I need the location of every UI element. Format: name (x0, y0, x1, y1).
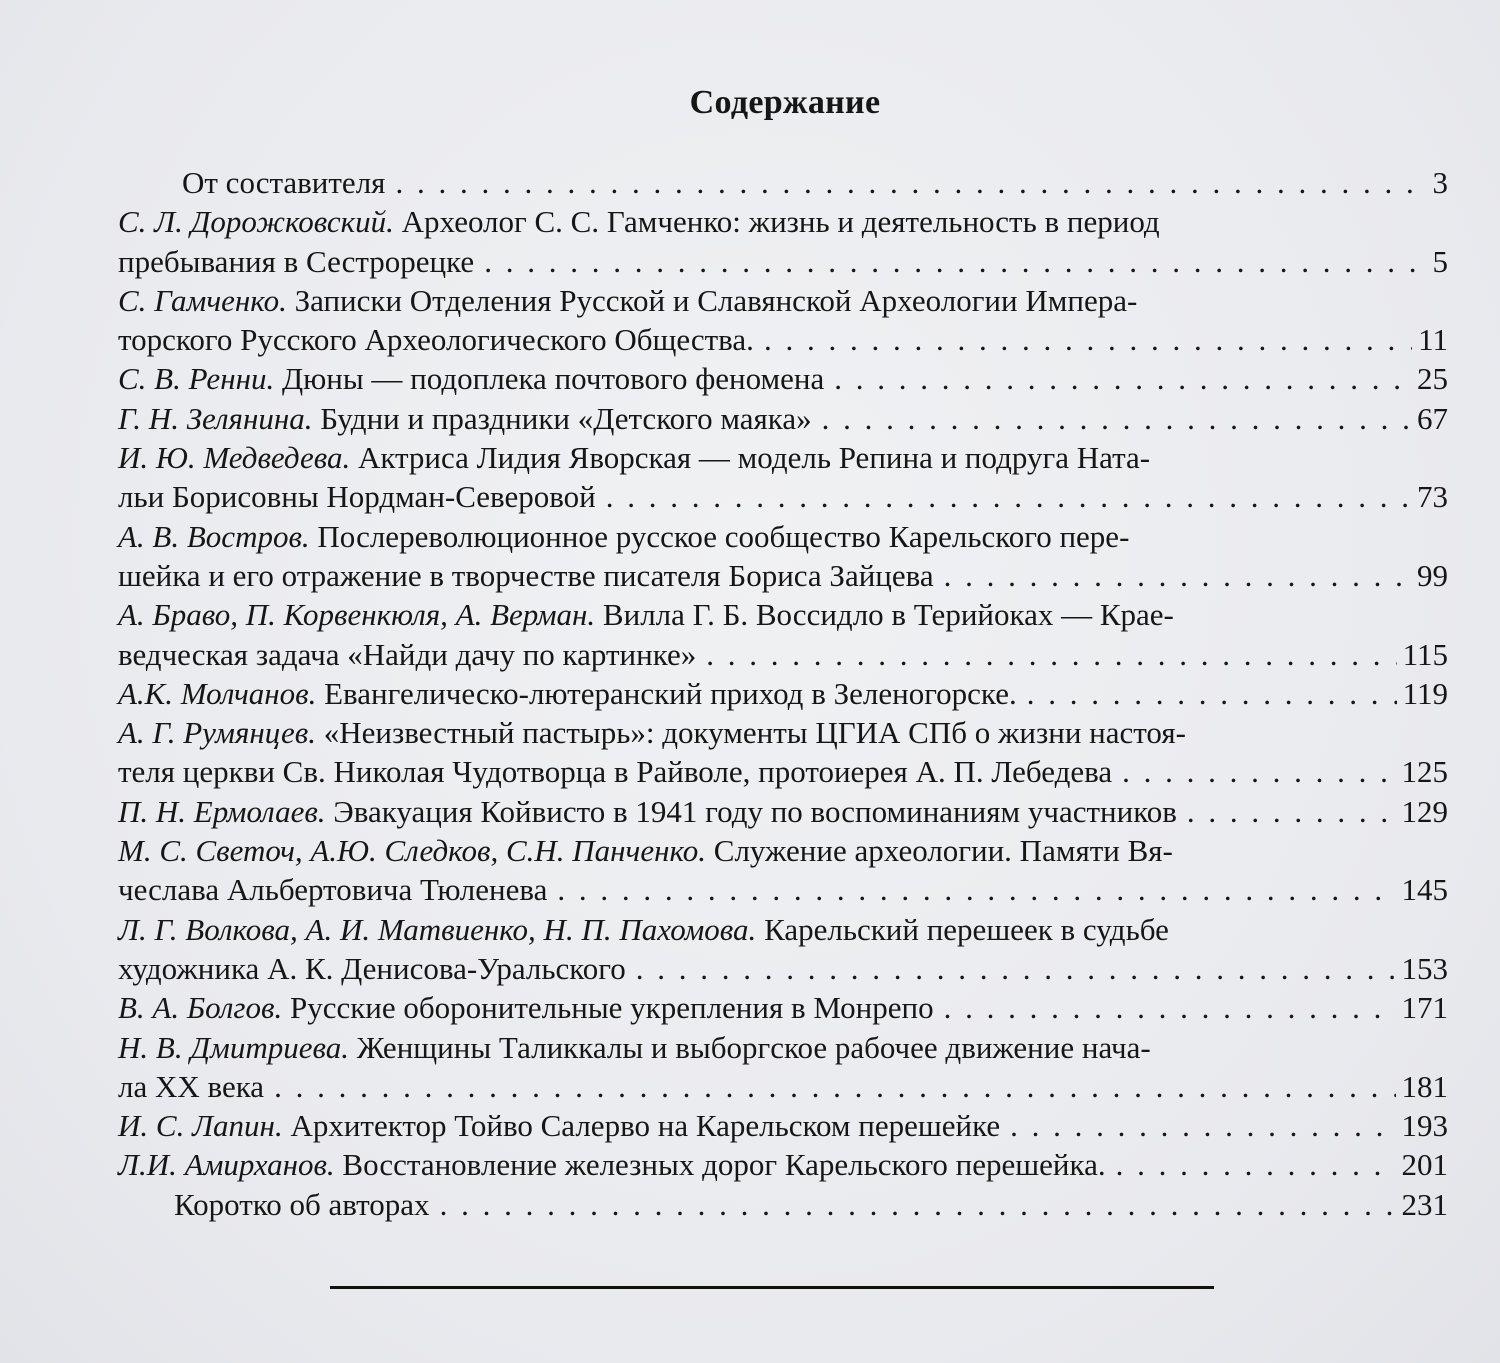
toc-entry-author: П. Н. Ермолаев. (118, 793, 326, 829)
toc-entry-line (118, 202, 1448, 241)
toc-page-number: 145 (1401, 872, 1448, 908)
toc-entry (118, 674, 1448, 713)
toc-entry-text (118, 715, 1186, 750)
toc-entry-line (118, 1067, 1448, 1106)
toc-entry-title: Карельский перешеек в судьбе (764, 911, 1169, 947)
page-title: Содержание (689, 84, 881, 121)
toc-entry-author: С. В. Ренни. (118, 361, 275, 397)
toc-entry-text (118, 752, 1112, 791)
toc-entry-line (118, 477, 1448, 516)
dot-leader (1122, 752, 1395, 791)
toc-entry (118, 438, 1448, 517)
toc-entry-text (118, 792, 1177, 831)
toc-entry-text (118, 1067, 264, 1106)
dot-leader (1027, 674, 1397, 713)
toc-entry-line (118, 595, 1448, 634)
toc-entry-line (118, 1106, 1448, 1145)
toc-entry-text (118, 204, 1160, 239)
toc-entry-title: «Неизвестный пастырь»: документы ЦГИА СПб о жизни настоя- (323, 715, 1186, 751)
toc-entry-line (118, 438, 1448, 477)
toc-page-number: 153 (1401, 950, 1448, 986)
toc-entry (118, 1106, 1448, 1145)
toc-entry-line (118, 320, 1448, 359)
toc-page-number: 73 (1417, 479, 1448, 515)
dot-leader (1116, 1145, 1396, 1184)
dot-leader (440, 1185, 1396, 1224)
toc-page-number: 125 (1401, 754, 1448, 790)
toc-entry (118, 163, 1448, 202)
table-of-contents (118, 163, 1448, 1224)
toc-entry-title: Служение археологии. Памяти Вя- (713, 833, 1173, 869)
toc-entry (118, 202, 1448, 281)
toc-entry-text (118, 912, 1169, 947)
toc-entry-line (118, 752, 1448, 791)
toc-page-number: 201 (1401, 1147, 1448, 1183)
dot-leader (764, 320, 1412, 359)
toc-entry-text (182, 163, 385, 202)
toc-page-number: 25 (1417, 361, 1448, 397)
toc-entry-text (118, 359, 824, 398)
dot-leader (1010, 1106, 1395, 1145)
toc-entry-line (118, 713, 1448, 752)
toc-entry-title: От составителя (182, 165, 386, 200)
toc-entry-title: Евангелическо-лютеранский приход в Зеленогорске. (324, 675, 1017, 711)
dot-leader (395, 163, 1426, 202)
toc-entry (118, 595, 1448, 674)
toc-entry (118, 831, 1448, 910)
toc-entry-title: торского Русского Археологического Общества. (118, 322, 754, 358)
toc-entry-author: В. А. Болгов. (118, 990, 283, 1026)
toc-entry-author: Г. Н. Зелянина. (118, 400, 313, 436)
toc-entry-author: А. Браво, П. Корвенкюля, А. Верман. (118, 597, 596, 633)
toc-entry-title: теля церкви Св. Николая Чудотворца в Райволе, протоиерея А. П. Лебедева (118, 754, 1113, 790)
toc-entry-line (118, 242, 1448, 281)
toc-entry (118, 988, 1448, 1027)
toc-entry (118, 713, 1448, 792)
toc-entry-text (118, 440, 1150, 475)
toc-page-number: 99 (1417, 557, 1448, 593)
toc-entry-title: Дюны — подоплека почтового феномена (281, 361, 825, 397)
toc-page-number: 119 (1402, 675, 1448, 711)
toc-page-number: 129 (1401, 793, 1448, 829)
toc-entry-title: Коротко об авторах (174, 1186, 430, 1222)
toc-entry-line (118, 399, 1448, 438)
toc-entry-line (118, 910, 1448, 949)
toc-entry-title: Записки Отделения Русской и Славянской Археологии Импера- (294, 282, 1138, 318)
toc-entry-author: А. В. Востров. (118, 518, 310, 554)
toc-entry-author: Н. В. Дмитриева. (118, 1029, 349, 1065)
toc-entry-line (118, 988, 1448, 1027)
toc-entry-line (118, 517, 1448, 556)
toc-entry-title: Русские оборонительные укрепления в Монрепо (289, 990, 934, 1026)
toc-entry-title: пребывания в Сестрорецке (118, 243, 475, 279)
toc-page-number: 193 (1401, 1108, 1448, 1144)
dot-leader (274, 1067, 1395, 1106)
toc-entry-title: ведческая задача «Найди дачу по картинке» (118, 636, 697, 672)
toc-entry-line (118, 674, 1448, 713)
dot-leader (944, 988, 1396, 1027)
toc-entry-line (118, 949, 1448, 988)
dot-leader (1187, 792, 1396, 831)
toc-entry (118, 281, 1448, 360)
toc-entry-title: Археолог С. С. Гамченко: жизнь и деятельность в период (401, 204, 1160, 240)
toc-entry-text (118, 242, 474, 281)
toc-entry-line (118, 792, 1448, 831)
toc-page-number: 171 (1401, 990, 1448, 1026)
toc-entry-title: шейка и его отражение в творчестве писателя Бориса Зайцева (118, 557, 934, 593)
dot-leader (822, 399, 1411, 438)
toc-entry-text (118, 1145, 1106, 1184)
dot-leader (606, 477, 1411, 516)
toc-entry-title: Актриса Лидия Яворская — модель Репина и подруга Ната- (357, 440, 1151, 476)
toc-entry-text (118, 283, 1137, 318)
toc-entry-title: льи Борисовны Нордман-Северовой (118, 479, 596, 515)
toc-entry-line (118, 1028, 1448, 1067)
dot-leader (706, 635, 1396, 674)
toc-entry-line (118, 831, 1448, 870)
toc-entry-text (118, 399, 812, 438)
toc-entry-title: Архитектор Тойво Салерво на Карельском перешейке (290, 1108, 1001, 1144)
toc-entry (118, 792, 1448, 831)
toc-entry-text (118, 1030, 1151, 1065)
toc-entry-text (118, 635, 696, 674)
toc-entry-text (118, 477, 596, 516)
toc-entry-text (118, 519, 1129, 554)
toc-entry-author: А. Г. Румянцев. (118, 715, 316, 751)
toc-entry (118, 517, 1448, 596)
toc-entry-line (118, 1145, 1448, 1184)
toc-entry-title: Будни и праздники «Детского маяка» (320, 400, 812, 436)
toc-entry-text (118, 988, 934, 1027)
toc-entry-text (174, 1185, 430, 1224)
toc-entry-title: Женщины Таликкалы и выборгское рабочее движение нача- (356, 1029, 1151, 1065)
toc-entry-title: художника А. К. Денисова-Уральского (118, 950, 626, 986)
toc-entry-line (118, 556, 1448, 595)
toc-page-number: 11 (1418, 322, 1448, 358)
toc-entry-author: Л.И. Амирханов. (118, 1147, 335, 1183)
toc-entry-title: Вилла Г. Б. Воссидло в Терийоках — Крае- (602, 597, 1174, 633)
toc-entry-title: чеслава Альбертовича Тюленева (118, 872, 548, 908)
dot-leader (834, 359, 1411, 398)
dot-leader (484, 242, 1426, 281)
dot-leader (557, 870, 1395, 909)
dot-leader (944, 556, 1411, 595)
toc-entry-line (118, 281, 1448, 320)
toc-entry-line (118, 359, 1448, 398)
toc-entry-text (118, 833, 1173, 868)
toc-entry-author: С. Гамченко. (118, 282, 287, 318)
toc-entry-author: А.К. Молчанов. (118, 675, 317, 711)
toc-entry-line (118, 1185, 1448, 1224)
toc-entry-line (118, 163, 1448, 202)
toc-entry-line (118, 635, 1448, 674)
toc-entry (118, 1145, 1448, 1184)
toc-page-number: 115 (1402, 636, 1448, 672)
toc-page-number: 3 (1432, 165, 1448, 200)
toc-entry-title: Восстановление железных дорог Карельского перешейка. (342, 1147, 1106, 1183)
toc-entry-author: И. Ю. Медведева. (118, 440, 351, 476)
toc-entry-text (118, 1106, 1000, 1145)
toc-entry-author: И. С. Лапин. (118, 1108, 283, 1144)
toc-entry (118, 359, 1448, 398)
toc-entry-text (118, 320, 754, 359)
toc-entry (118, 1028, 1448, 1107)
toc-entry (118, 399, 1448, 438)
toc-page-number: 67 (1417, 400, 1448, 436)
toc-entry (118, 1185, 1448, 1224)
toc-entry-text (118, 870, 547, 909)
toc-entry-author: М. С. Светоч, А.Ю. Следков, С.Н. Панченко. (118, 833, 707, 869)
bottom-rule-divider (330, 1286, 1214, 1289)
toc-page-number: 231 (1401, 1186, 1448, 1222)
dot-leader (636, 949, 1396, 988)
toc-entry (118, 910, 1448, 989)
toc-entry-author: Л. Г. Волкова, А. И. Матвиенко, Н. П. Пахомова. (118, 911, 757, 947)
toc-entry-line (118, 870, 1448, 909)
toc-entry-title: Послереволюционное русское сообщество Карельского пере- (317, 518, 1130, 554)
toc-entry-title: Эвакуация Койвисто в 1941 году по воспоминаниям участников (333, 793, 1177, 829)
toc-entry-text (118, 556, 934, 595)
toc-entry-text (118, 949, 626, 988)
toc-page-number: 5 (1432, 243, 1448, 279)
toc-entry-text (118, 597, 1174, 632)
toc-entry-text (118, 674, 1017, 713)
toc-entry-author: С. Л. Дорожковский. (118, 204, 394, 240)
toc-page-number: 181 (1401, 1068, 1448, 1104)
toc-entry-title: ла XX века (118, 1068, 265, 1104)
